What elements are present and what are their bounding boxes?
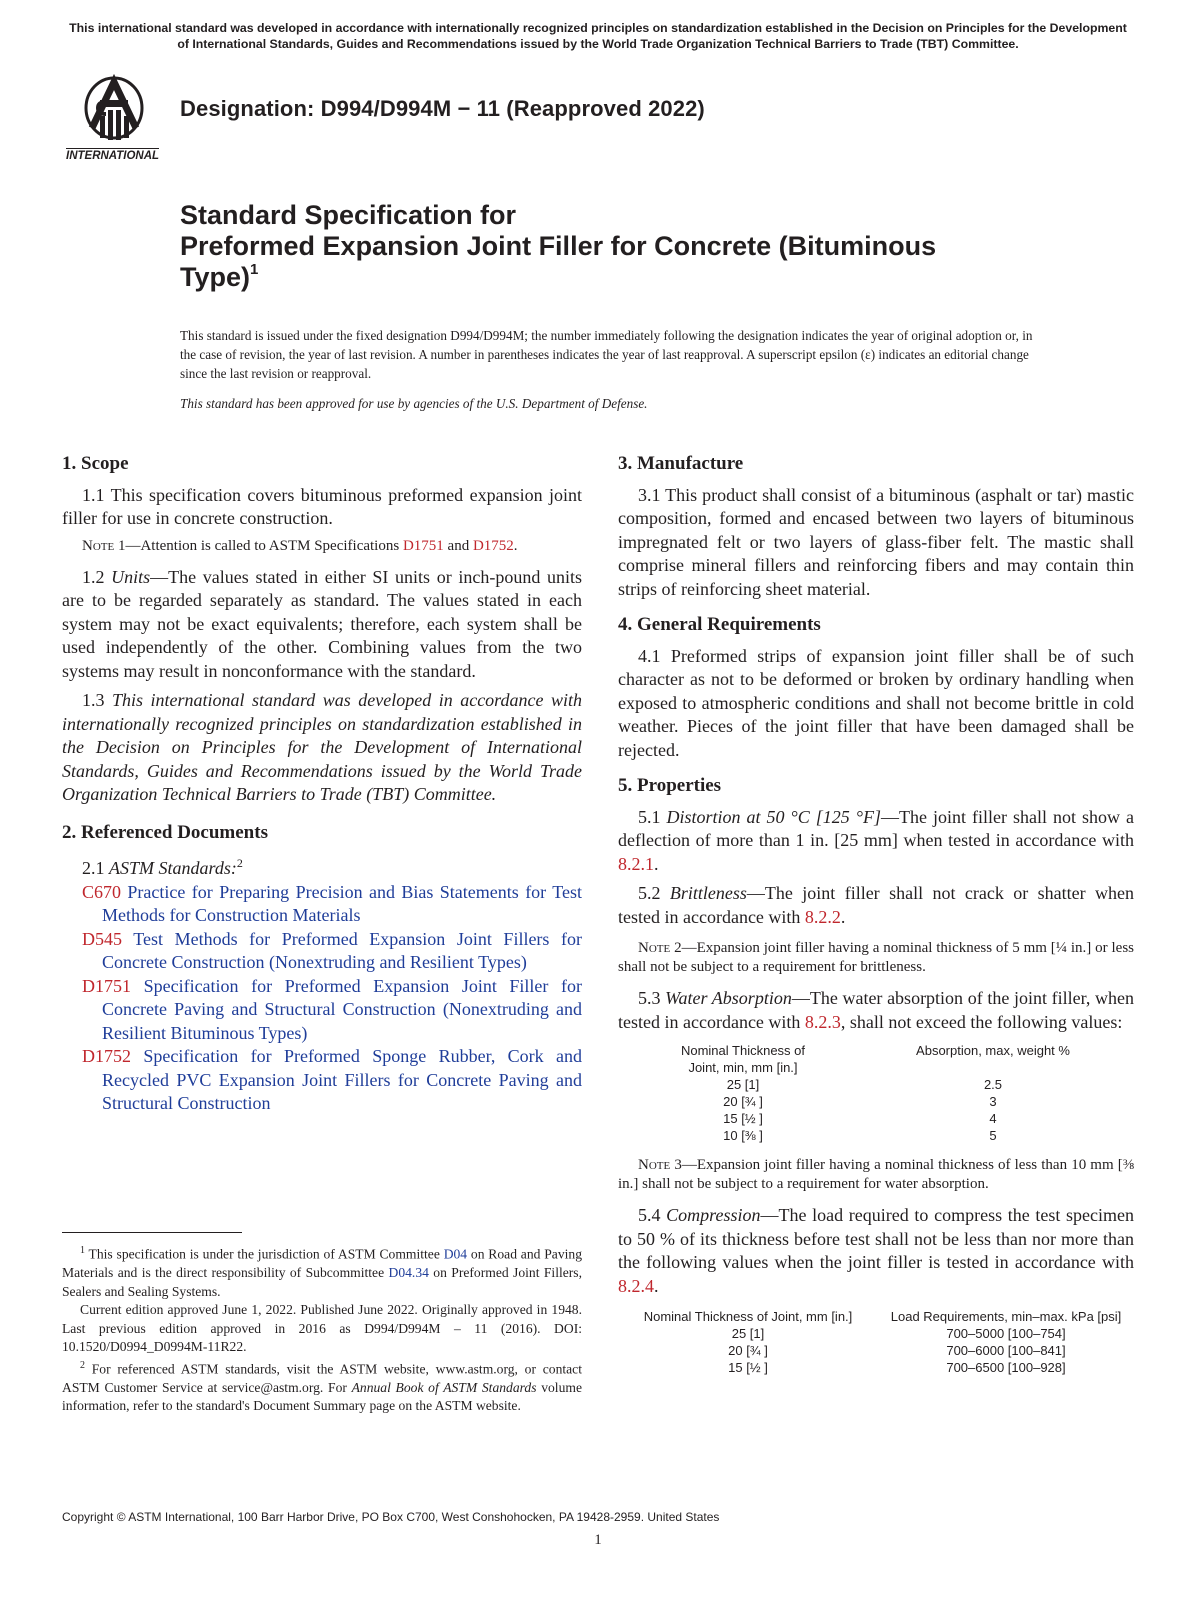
table-cell-load: 700–5000 [100–754] [946, 1326, 1066, 1341]
table-row [618, 1359, 1134, 1376]
reference-item[interactable] [62, 928, 582, 975]
right-column [618, 452, 1134, 1388]
table-cell-load: 700–6500 [100–928] [946, 1360, 1066, 1375]
water-absorption-table [618, 1042, 1134, 1144]
table-header-thickness-line-2: Joint, min, mm [in.] [688, 1060, 798, 1075]
left-column [62, 452, 582, 1116]
ref-code-d545[interactable]: D545 [82, 928, 122, 949]
footnote-1 [62, 1242, 582, 1301]
references-heading: 2. Referenced Documents [62, 821, 268, 843]
link-d04[interactable]: D04 [443, 1246, 468, 1262]
para-5-3 [618, 987, 1134, 1034]
footnote-2-italic: Annual Book of ASTM Standards [351, 1379, 537, 1395]
ref-title-c670[interactable]: Practice for Preparing Precision and Bias Statements for Test Methods for Construction Materials [102, 881, 582, 925]
para-5-4-title: Compression [666, 1205, 761, 1225]
para-1-2-text: —The values stated in either SI units or inch-pound units are to be regarded separately as standard. The values stated in each system may not be exact equivalents; therefore, each system shall be used independently of the other. Combining values from the two systems may result in nonconformance with the standard. [62, 566, 582, 681]
para-3-1: 3.1 This product shall consist of a bituminous (asphalt or tar) mastic composition, formed and encased between two layers of bituminous impregnated felt or two layers of glass-fiber felt. The mastic shall comprise mineral fillers and reinforcing fibers and may contain thin strips of reinforcing sheet material. [618, 484, 1134, 599]
title-line-3 [180, 262, 1080, 293]
table-row [618, 1110, 1134, 1127]
ref-title-d1752[interactable]: Specification for Preformed Sponge Rubber, Cork and Recycled PVC Expansion Joint Fillers for Concrete Paving and Structural Construction [102, 1046, 582, 1113]
title-footnote-mark: 1 [250, 261, 259, 278]
footnotes [62, 1242, 582, 1416]
note-2-text: 2—Expansion joint filler having a nominal thickness of 5 mm [¼ in.] or less shall not be subject to a requirement for brittleness. [618, 940, 1134, 975]
table-cell-thickness: 25 [1] [731, 1326, 765, 1341]
para-5-3-title: Water Absorption [665, 988, 792, 1008]
title-line-2: Preformed Expansion Joint Filler for Concrete (Bituminous [180, 231, 937, 261]
top-notice: This international standard was developed in accordance with internationally recognized principles on standardization established in the Decision on Principles for the Development of International Standards, Guides and Recommendations issued by the World Trade Organization Technical Barriers to Trade (TBT) Committee. [69, 21, 1127, 51]
table-header-load: Load Requirements, min–max. kPa [psi] [890, 1309, 1122, 1324]
properties-heading: 5. Properties [618, 775, 722, 796]
copyright-line: Copyright © ASTM International, 100 Barr Harbor Drive, PO Box C700, West Conshohocken, PA 19428-2959. United States [62, 1510, 720, 1524]
note-1-text: 1—Attention is called to ASTM Specifications [114, 537, 403, 554]
para-5-1-end: . [654, 853, 659, 874]
para-5-4-text: —The load required to compress the test specimen to 50 % of its thickness before test shall not be less than nor more than the following values when the joint filler is tested in accordance with [618, 1205, 1135, 1272]
scope-heading: 1. Scope [62, 453, 129, 474]
note-3 [618, 1156, 1134, 1194]
table-cell-thickness: 15 [½ ] [728, 1360, 768, 1375]
para-1-2-num: 1.2 [82, 566, 112, 587]
para-5-2-text: —The joint filler shall not crack or shatter when tested in accordance with [618, 883, 1135, 927]
para-5-2 [618, 882, 1134, 929]
table-cell-thickness: 10 [⅜ ] [723, 1128, 763, 1143]
note-2 [618, 939, 1134, 977]
issuance-statement: This standard is issued under the fixed designation D994/D994M; the number immediately following the designation indicates the year of original adoption or, in the case of revision, the year of last revision. A number in parentheses indicates the year of last reapproval. A superscript epsilon (ε) indicates an editorial change since the last revision or reapproval. [180, 328, 1033, 381]
footnote-1-text-a: This specification is under the jurisdiction of ASTM Committee [85, 1246, 444, 1262]
title-line-1: Standard Specification for [180, 200, 517, 230]
table-header-row [618, 1042, 1134, 1076]
para-2-1-title: ASTM Standards: [109, 858, 237, 878]
para-5-3-end: , shall not exceed the following values: [840, 1011, 1123, 1032]
footnote-1-text-c: on Preformed Joint Fillers, Sealers and Sealing Systems. [62, 1265, 582, 1299]
note-1-label: Note [82, 537, 115, 554]
table-cell-absorption: 4 [989, 1111, 997, 1126]
table-cell-load: 700–6000 [100–841] [946, 1343, 1066, 1358]
note-1-end: . [513, 537, 518, 554]
para-5-3-num: 5.3 [638, 988, 666, 1008]
table-cell-absorption: 2.5 [983, 1077, 1003, 1092]
table-cell-thickness: 20 [¾ ] [728, 1343, 768, 1358]
designation: Designation: D994/D994M − 11 (Reapproved 2022) [180, 96, 705, 121]
para-2-1-sup: 2 [236, 856, 243, 870]
note-3-label: Note [638, 1157, 671, 1173]
astm-logo [62, 70, 170, 166]
para-5-1-num: 5.1 [638, 806, 667, 827]
table-cell-thickness: 20 [¾ ] [723, 1094, 763, 1109]
para-5-1 [618, 806, 1134, 877]
para-5-2-num: 5.2 [638, 883, 670, 903]
para-4-1: 4.1 Preformed strips of expansion joint filler shall be of such character as not to be deformed or broken by ordinary handling when exposed to atmospheric conditions and shall not become brittle in cold weather. Pieces of the joint filler that have been damaged shall be rejected. [618, 645, 1134, 760]
footnote-1-edition: Current edition approved June 1, 2022. Published June 2022. Originally approved in 1948. Last previous edition approved in 2016 as D994/D994M – 11 (2016). DOI: 10.1520/D0994_D0994M-11R22. [62, 1302, 582, 1355]
table-header-row [618, 1308, 1134, 1325]
reference-item[interactable] [62, 881, 582, 928]
table-header-thickness [618, 1042, 868, 1076]
table-cell-absorption: 5 [989, 1128, 997, 1143]
note-3-text: 3—Expansion joint filler having a nominal thickness of less than 10 mm [⅜ in.] shall not be subject to a requirement for water absorption. [618, 1157, 1134, 1192]
para-2-1-num: 2.1 [82, 858, 109, 878]
para-1-2-title: Units [111, 566, 151, 587]
table-header-thickness-line-1: Nominal Thickness of [680, 1043, 806, 1058]
note-1-and: and [443, 537, 473, 554]
footnote-2-text-a: For referenced ASTM standards, visit the ASTM website, www.astm.org, or contact ASTM Customer Service at service@astm.org. For [62, 1361, 582, 1395]
para-5-4-end: . [654, 1275, 659, 1296]
para-2-1 [62, 852, 582, 881]
footnote-2-mark: 2 [80, 1359, 85, 1371]
footnote-1-mark: 1 [80, 1245, 85, 1256]
table-cell-thickness: 25 [1] [726, 1077, 760, 1092]
title-line-3-text: Type) [180, 262, 251, 292]
reference-item[interactable] [62, 975, 582, 1046]
para-5-1-title: Distortion at 50 °C [125 °F] [666, 806, 881, 827]
para-1-3 [62, 689, 582, 807]
table-row [618, 1076, 1134, 1093]
para-5-3-text: —The water absorption of the joint filler, when tested in accordance with [618, 988, 1135, 1032]
table-header-thickness: Nominal Thickness of Joint, mm [in.] [643, 1309, 853, 1324]
para-1-1: 1.1 This specification covers bituminous preformed expansion joint filler for use in concrete construction. [62, 484, 582, 528]
table-row [618, 1093, 1134, 1110]
manufacture-heading: 3. Manufacture [618, 453, 744, 474]
para-5-4-num: 5.4 [638, 1205, 667, 1225]
link-d1752[interactable]: D1752 [472, 537, 514, 554]
link-d1751[interactable]: D1751 [402, 537, 444, 554]
reference-item[interactable] [62, 1045, 582, 1116]
footnote-divider [62, 1232, 242, 1233]
ref-title-d545[interactable]: Test Methods for Preformed Expansion Joint Fillers for Concrete Construction (Nonextruding and Resilient Types) [102, 928, 582, 972]
footnote-2 [62, 1357, 582, 1416]
link-8-2-4[interactable]: 8.2.4 [618, 1275, 654, 1296]
table-cell-thickness: 15 [½ ] [723, 1111, 763, 1126]
link-8-2-2[interactable]: 8.2.2 [804, 906, 841, 927]
dod-statement: This standard has been approved for use by agencies of the U.S. Department of Defense. [180, 396, 648, 411]
ref-code-d1751[interactable]: D1751 [82, 975, 131, 996]
general-requirements-heading: 4. General Requirements [618, 614, 821, 635]
link-8-2-3[interactable]: 8.2.3 [804, 1011, 841, 1032]
compression-table [618, 1308, 1134, 1376]
para-5-1-text: —The joint filler shall not show a deflection of more than 1 in. [25 mm] when tested in accordance with [618, 806, 1134, 850]
table-row [618, 1127, 1134, 1144]
ref-code-d1752[interactable]: D1752 [82, 1046, 131, 1066]
para-1-3-num: 1.3 [82, 690, 112, 710]
para-5-2-title: Brittleness [669, 883, 747, 903]
link-d04-34[interactable]: D04.34 [388, 1265, 429, 1281]
table-cell-absorption: 3 [989, 1094, 997, 1109]
page-number: 1 [594, 1532, 602, 1548]
note-1 [62, 537, 582, 556]
note-2-label: Note [638, 940, 671, 956]
ref-title-d1751[interactable]: Specification for Preformed Expansion Joint Filler for Concrete Paving and Structural Construction (Nonextruding and Resilient Bituminous Types) [102, 975, 582, 1043]
logo-text: INTERNATIONAL [66, 150, 160, 162]
ref-code-c670[interactable]: C670 [82, 881, 122, 902]
para-1-3-text: This international standard was developed in accordance with internationally recognized principles on standardization established in the Decision on Principles for the Development of International Standards, Guides and Recommendations issued by the World Trade Organization Technical Barriers to Trade (TBT) Committee. [62, 690, 582, 804]
footnote-2-text-b: volume information, refer to the standard's Document Summary page on the ASTM website. [62, 1379, 582, 1414]
title-block [180, 200, 1080, 293]
table-header-absorption: Absorption, max, weight % [916, 1043, 1070, 1058]
table-row [618, 1342, 1134, 1359]
table-row [618, 1325, 1134, 1342]
para-5-4 [618, 1204, 1134, 1298]
link-8-2-1[interactable]: 8.2.1 [618, 853, 654, 874]
para-5-2-end: . [840, 906, 846, 927]
para-1-2 [62, 566, 582, 684]
footnote-1-text-b: on Road and Paving Materials and is the direct responsibility of Subcommittee [62, 1246, 582, 1281]
